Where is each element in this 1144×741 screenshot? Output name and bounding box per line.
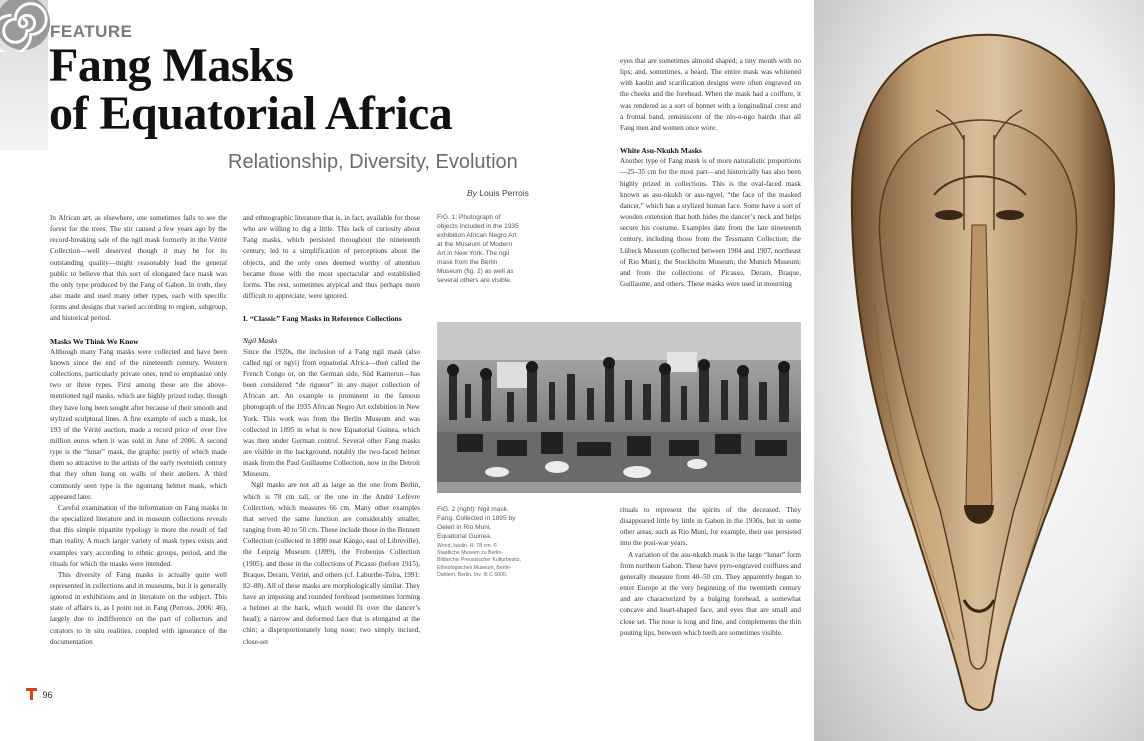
text-column-1: [50, 213, 227, 648]
section-heading: White Asu-Nkukh Masks: [620, 146, 702, 156]
body-paragraph: Although many Fang masks were collected and have been known since the end of the nineteenth century, Western collections, particularly private ones, tend to emphasize only two or three types. First among these are the above-mentioned ngil masks, which are highly prized today, though they have long been sought after because of their smooth and stylized sculptural lines. A fine example of such a mask, lot 193 of the Vérité auction, made a record price of over five million euros when it was sold in June of 2006. A second type is the “lunar” mask, the graphic purity of which made them so attractive to the artists of the early twentieth century that they often hung on walls of their ateliers. A third commonly seen type is the ngontang helmet mask, which appeared later.: [50, 347, 227, 501]
author-name: Louis Perrois: [479, 188, 529, 198]
article-title: [49, 39, 453, 140]
ngil-mask-image: [814, 0, 1144, 741]
text-column-4: [620, 505, 801, 639]
section-heading: I. “Classic” Fang Masks in Reference Collections: [243, 314, 402, 324]
body-paragraph: Since the 1920s, the inclusion of a Fang ngil mask (also called ngi or ngyi) from equatorial Africa—then called the French Congo or, on the German side, Süd Kamerun—has been considered “de rigueur” in any major collection of African art. An example is prominent in the famous photograph of the 1935 African Negro Art exhibition in New York. This work was from the Berlin Museum and was collected in 1895 in what is now Equatorial Guinea, which was then under German control. Several other Fang masks are visible in the background, notably the two-faced helmet mask from the Paul Guillaume Collection, now in the Detroit Museum.: [243, 347, 420, 479]
article-subtitle: Relationship, Diversity, Evolution: [228, 151, 518, 173]
body-paragraph: This diversity of Fang masks is actually quite well represented in collections and in museums, but it is generally ignored in exhibitions and in literature on the subject. This state of affairs is, as I point out in Fang (Perrois, 2006: 46), largely due to indifference on the part of collectors and curators to in situ realities, coupled with ignorance of the documentation: [50, 570, 227, 646]
body-paragraph: Ngil masks are not all as large as the one from Berlin, which is 78 cm tall, or the one in the André Lefèvre Collection, which measures 66 cm. Many other examples that served the same function are considerably smaller, ranging from 40 to 50 cm. These include those in the Bennett Collection (collected in 1890 near Kango, east of Libreville), the Leipzig Museum (1899), the Frobenius Collection (1905), and those in the collections of Picasso (before 1915), Braque, Derain, Vérité, and others (cf. Laburthe-Tolra, 1991: 82–88). All of these masks are morphologically similar. They have an imposing and rounded forehead (sometimes forming a helmet at the back, which would fit over the dancer’s head); a narrow and deformed face that is elongated at the chin; a disproportionately long nose; two simply incised, close-set: [243, 481, 420, 646]
section-label: FEATURE: [50, 22, 133, 41]
page-number: 96: [42, 690, 53, 700]
figure-1-caption: FIG. 1: Photograph of objects included in the 1935 exhibition African Negro Art at the Museum of Modern Art in New York. The ngil mask from the Berlin Museum (fig. 2) as well as several others are visible.: [437, 214, 519, 284]
spiral-logo-icon: [0, 0, 52, 52]
title-line-2: of Equatorial Africa: [49, 87, 453, 140]
byline: [467, 188, 529, 198]
text-column-3: [620, 56, 801, 290]
text-column-2: [243, 213, 420, 648]
body-paragraph: A variation of the asu-nkukh mask is the large “lunar” form from northern Gabon. These have pyro-engraved coiffures and generally measure from 40–50 cm. They apparently began to enter Europe at the very beginning of the twentieth century and are characterized by a bulging forehead, a somewhat concave and heart-shaped face, and eyes that are small and close set. The nose is long and fine, and complements the thin pouting lips, between which teeth are sometimes visible.: [620, 550, 801, 637]
body-paragraph: and ethnographic literature that is, in fact, available for those who are willing to dig a little. This lack of curiosity about Fang masks, which persisted throughout the nineteenth century, led to a simplification of perceptions about the objects, and the only ones deemed worthy of attention became those with the most spectacular and established forms. The rest, sometimes atypical and thus perhaps more difficult to appreciate, were ignored.: [243, 214, 420, 301]
intro-paragraph: In African art, as elsewhere, one sometimes fails to see the forest for the trees. The stir caused a few years ago by the record-breaking sale of the ngil mask formerly in the Vérité Collection—well deserved though it may be for its outstanding quality—might reasonably lead the general public to believe that this sort of elongated face mask was the only type produced by the Fang of Gabon. In truth, they also made and used many other types, each with specific forms and designs that varied according to region, subgroup, and historical period.: [50, 214, 227, 323]
figure-2-caption: [437, 505, 521, 579]
body-paragraph: Careful examination of the information on Fang masks in the specialized literature and in museum collections reveals that this simple tripartite typology is more the result of fad than reality. A much larger variety of mask types exists and examples vary according to ethnic groups, period, and the rituals for which the masks were intended.: [50, 503, 227, 568]
body-paragraph: rituals to represent the spirits of the deceased. They disappeared little by little in Gabon in the 1930s, but in some other areas, such as Rio Muni, for example, their use persisted into the post-war years.: [620, 506, 801, 548]
body-paragraph: Another type of Fang mask is of more naturalistic proportions—25–35 cm for the most part—and historically has also been highly prized in collections. This is the oval-faced mask known as asu-nkukh or asu-ngyel, “the face of the masked dancer,” which has a stylized human face. Some have a sort of wooden extension that both hides the dancer’s neck and helps secure his costume. Examples date from the late nineteenth century, including those from the Tessmann Collection; the Lübeck Museum (collected between 1904 and 1907, northeast of Rio Muni); the Stockholm Museum; the Munich Museum; and from the collections of Picasso, Derain, Braque, Guillaume, and others. These masks were used in mourning: [620, 157, 801, 288]
magazine-logo-icon: [26, 688, 37, 700]
subsection-heading: Ngil Masks: [243, 336, 278, 346]
page-footer: [26, 688, 53, 700]
right-page-mask-photo: [814, 0, 1144, 741]
title-line-1: Fang Masks: [49, 39, 294, 92]
figure-2-caption-text: FIG. 2 (right): Ngil mask. Fang. Collected in 1895 by Oelerl in Rio Muni, Equatorial Guinea.: [437, 506, 516, 540]
body-paragraph: eyes that are sometimes almond shaped; a tiny mouth with no lips; and, sometimes, a beard. The entire mask was whitened with kaolin and scarification designs were often engraved on the cheeks and the forehead. When the mask had a coiffure, it was rendered as a sort of bonnet with a longitudinal crest and a frontal band, reminiscent of the nlo-o-ngo hairdo that all Fang men and women once wore.: [620, 57, 801, 132]
figure-2-credit: Wood, kaolin. H: 78 cm. © Staatliche Museen zu Berlin-Bildarchiv Preussischer Kulturbesitz, Ethnologisches Museum, Berlin-Dahlem, Berlin. Inv. III C 6000.: [437, 543, 521, 578]
exhibition-photo: [437, 322, 801, 493]
byline-prefix: By: [467, 188, 477, 198]
section-heading: Masks We Think We Know: [50, 336, 139, 346]
